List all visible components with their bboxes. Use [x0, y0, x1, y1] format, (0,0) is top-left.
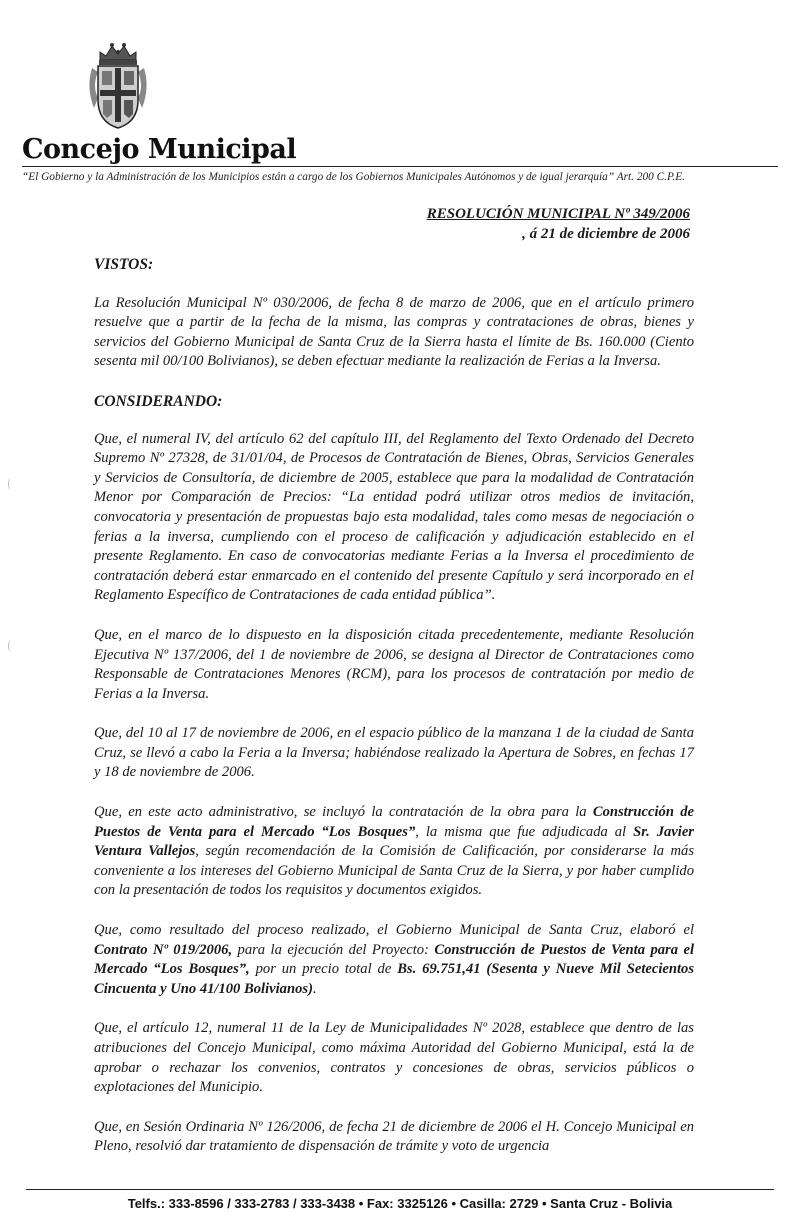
- motto: “El Gobierno y la Administración de los Municipios están a cargo de los Gobiernos Municipales Autónomos y de igual jerarquía” Art. 200 C.P.E.: [22, 171, 685, 183]
- resolution-date: , á 21 de diciembre de 2006: [522, 226, 690, 242]
- p4-project-name: Construcción de Puestos de Venta para el Mercado “Los Bosques”: [94, 804, 694, 840]
- considerando-paragraph-7: Que, en Sesión Ordinaria Nº 126/2006, de fecha 21 de diciembre de 2006 el H. Concejo Municipal en Pleno, resolvió dar tratamiento de dispensación de trámite y voto de urgencia: [94, 1118, 694, 1155]
- p5-contract-number: Contrato Nº 019/2006,: [94, 941, 233, 958]
- header-divider: [22, 166, 778, 167]
- p5-text-2: para la ejecución del Proyecto:: [232, 941, 435, 958]
- considerando-paragraph-2: Que, en el marco de lo dispuesto en la disposición citada precedentemente, mediante Resolución Ejecutiva Nº 137/2006, del 1 de noviembre de 2006, se designa al Director de Contrataciones como Responsable de Contrataciones Menores (RCM), para los procesos de contratación por medio de Ferias a la Inversa.: [94, 626, 694, 702]
- municipal-coat-of-arms-icon: [86, 38, 150, 132]
- p5-text-1: Que, como resultado del proceso realizado, el Gobierno Municipal de Santa Cruz, elaboró el: [94, 922, 694, 939]
- vistos-heading: VISTOS:: [94, 256, 154, 273]
- scan-margin-mark: [8, 478, 14, 490]
- p4-text-1: Que, en este acto administrativo, se incluyó la contratación de la obra para la: [94, 804, 593, 821]
- p4-text-2: , la misma que fue adjudicada al: [415, 823, 634, 840]
- org-title: Concejo Municipal: [22, 134, 297, 165]
- scan-margin-mark: [8, 640, 14, 652]
- p5-total-price: Bs. 69.751,41 (Sesenta y Nueve Mil Setecientos Cincuenta y Uno 41/100 Bolivianos): [94, 961, 695, 997]
- footer-contact: Telfs.: 333-8596 / 333-2783 / 333-3438 • Fax: 3325126 • Casilla: 2729 • Santa Cruz - Bolivia: [127, 1196, 673, 1211]
- p4-text-3: , según recomendación de la Comisión de Calificación, por considerarse la más conveniente a los intereses del Gobierno Municipal de Santa Cruz de la Sierra, y por haber cumplido con la presentación de todos los requisitos y documentos exigidos.: [94, 843, 694, 899]
- considerando-paragraph-4: [94, 803, 694, 901]
- considerando-paragraph-6: Que, el artículo 12, numeral 11 de la Ley de Municipalidades Nº 2028, establece que dentro de las atribuciones del Concejo Municipal, como máxima Autoridad del Gobierno Municipal, está la de aprobar o rechazar los convenios, contratos y concesiones de obras, servicios públicos o explotaciones del Municipio.: [94, 1020, 694, 1096]
- vistos-paragraph: La Resolución Municipal Nº 030/2006, de fecha 8 de marzo de 2006, que en el artículo primero resuelve que a partir de la fecha de la misma, las compras y contrataciones de obras, bienes y servicios del Gobierno Municipal de Santa Cruz de la Sierra hasta el límite de Bs. 160.000 (Ciento sesenta mil 00/100 Bolivianos), se deben efectuar mediante la realización de Ferias a la Inversa.: [94, 294, 694, 370]
- p5-text-4: .: [312, 980, 317, 997]
- resolution-heading: [427, 204, 690, 244]
- considerando-paragraph-1: Que, el numeral IV, del artículo 62 del capítulo III, del Reglamento del Texto Ordenado del Decreto Supremo Nº 27328, de 31/01/04, de Procesos de Contratación de Bienes, Obras, Servicios Generales y Servicios de Consultoría, de diciembre de 2005, establece que para la modalidad de Contratación Menor por Comparación de Precios: “La entidad podrá utilizar otros medios de invitación, convocatoria y presentación de propuestas bajo esta modalidad, tales como mesas de negociación o ferias a la inversa, cumpliendo con el proceso de calificación y adjudicación establecido en el presente Reglamento. En caso de convocatorias mediante Ferias a la Inversa el procedimiento de contratación deberá estar enmarcado en el contenido del presente Capítulo y será incorporado en el Reglamento Específico de Contrataciones de cada entidad pública”.: [94, 430, 694, 604]
- considerando-heading: CONSIDERANDO:: [94, 392, 223, 410]
- p4-contractor-name: Sr. Javier Ventura Vallejos: [94, 823, 694, 860]
- footer-divider: [26, 1189, 774, 1190]
- document-body: [94, 255, 694, 1177]
- considerando-paragraph-5: [94, 921, 694, 999]
- resolution-number: RESOLUCIÓN MUNICIPAL Nº 349/2006: [426, 206, 690, 222]
- p5-text-3: por un precio total de: [249, 961, 398, 978]
- p5-project-name: Construcción de Puestos de Venta para el Mercado “Los Bosques”,: [94, 941, 694, 978]
- considerando-paragraph-3: Que, del 10 al 17 de noviembre de 2006, en el espacio público de la manzana 1 de la ciudad de Santa Cruz, se llevó a cabo la Feria a la Inversa; habiéndose realizado la Apertura de Sobres, en fechas 17 y 18 de noviembre de 2006.: [94, 725, 694, 781]
